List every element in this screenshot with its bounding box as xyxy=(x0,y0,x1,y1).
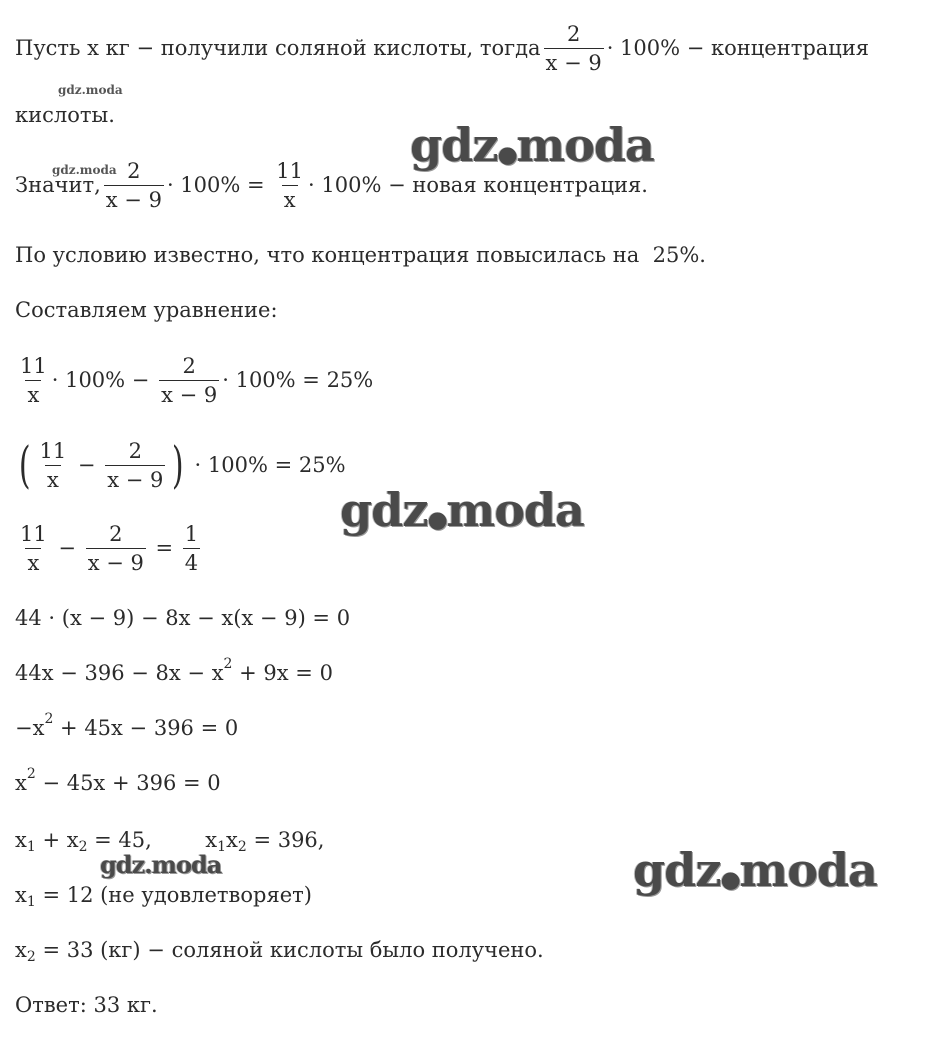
fraction xyxy=(159,354,219,407)
text: x xyxy=(15,938,27,962)
text: 2 xyxy=(109,521,123,546)
numerator xyxy=(180,354,197,380)
numerator xyxy=(183,522,200,548)
fraction xyxy=(86,522,146,575)
watermark-text: gdz xyxy=(633,843,721,897)
text: 2 xyxy=(128,438,142,463)
watermark-dot: ● xyxy=(720,866,740,894)
fraction xyxy=(18,354,49,407)
superscript: 2 xyxy=(44,711,54,727)
text: 11 xyxy=(39,438,67,463)
superscript: 2 xyxy=(223,656,233,672)
text: = 396, xyxy=(246,828,325,852)
text: − xyxy=(71,453,103,477)
numerator xyxy=(18,522,49,548)
superscript: 2 xyxy=(26,766,36,782)
text: = 33 (кг) − соляной кислоты было получено. xyxy=(35,938,544,962)
watermark-text: moda xyxy=(516,118,654,172)
text: · 100% − xyxy=(51,368,157,392)
text: · 100% = 25% xyxy=(187,453,346,477)
watermark-text: gdz.moda xyxy=(100,850,222,879)
solution-line xyxy=(15,275,278,345)
parenthesis: ( xyxy=(18,436,31,494)
watermark-logo xyxy=(633,843,877,897)
watermark-logo xyxy=(100,850,221,879)
text: 44x − 396 − 8x − x xyxy=(15,661,224,685)
solution-line xyxy=(15,13,869,83)
text: x xyxy=(27,382,40,407)
denominator xyxy=(183,548,200,575)
text: 11 xyxy=(276,158,304,183)
text: 1 xyxy=(184,521,199,546)
text: = 12 (не удовлетворяет) xyxy=(35,883,312,907)
numerator xyxy=(18,354,49,380)
watermark-text: gdz xyxy=(340,483,428,537)
watermark-logo xyxy=(410,118,654,172)
watermark-text: moda xyxy=(446,483,584,537)
denominator xyxy=(104,185,164,212)
text: x xyxy=(15,828,27,852)
subscript: 2 xyxy=(26,949,36,965)
text: + x xyxy=(35,828,79,852)
fraction xyxy=(38,439,69,492)
text: · 100% − новая концентрация. xyxy=(308,173,648,197)
text: x − 9 xyxy=(161,382,218,407)
parenthesis: ) xyxy=(172,436,184,494)
text: 2 xyxy=(566,21,581,46)
text: кислоты. xyxy=(15,103,115,127)
denominator xyxy=(86,548,146,575)
subscript: 2 xyxy=(78,839,88,855)
text: x − 9 xyxy=(107,467,164,492)
text: x xyxy=(27,550,40,575)
text: 11 xyxy=(20,521,47,546)
fraction xyxy=(18,522,49,575)
text: x − 9 xyxy=(105,187,162,212)
subscript: 2 xyxy=(237,839,247,855)
denominator xyxy=(25,380,41,407)
text: + 9x = 0 xyxy=(232,661,333,685)
text: 2 xyxy=(182,353,196,378)
denominator xyxy=(282,185,298,212)
text: 2 xyxy=(127,158,141,183)
watermark-small: gdz.moda xyxy=(52,163,117,177)
solution-line xyxy=(15,345,373,415)
subscript: 1 xyxy=(26,839,36,855)
numerator xyxy=(38,439,69,465)
text: Ответ: 33 кг. xyxy=(15,993,158,1017)
text: = 45, x xyxy=(87,828,218,852)
fraction xyxy=(544,22,604,75)
fraction xyxy=(274,159,305,212)
text: x xyxy=(283,187,296,212)
numerator xyxy=(127,439,144,465)
solution-line xyxy=(15,430,346,500)
text: x xyxy=(226,828,238,852)
text: 11 xyxy=(20,353,47,378)
text: Значит, xyxy=(15,173,101,197)
subscript: 1 xyxy=(26,894,36,910)
text: · 100% = xyxy=(166,173,272,197)
text: x xyxy=(15,771,27,795)
denominator xyxy=(105,465,165,492)
text: По условию известно, что концентрация повысилась на 25%. xyxy=(15,243,706,267)
solution-line xyxy=(15,970,158,1040)
denominator xyxy=(544,48,604,75)
text: x − 9 xyxy=(545,50,602,75)
text: · 100% − концентрация xyxy=(606,36,870,60)
denominator xyxy=(159,380,219,407)
text: Составляем уравнение: xyxy=(15,298,278,322)
text: − xyxy=(51,536,83,560)
text: 44 · (x − 9) − 8x − x(x − 9) = 0 xyxy=(15,606,351,630)
watermark-dot: ● xyxy=(427,506,447,534)
denominator xyxy=(25,548,41,575)
fraction xyxy=(105,439,165,492)
text: x − 9 xyxy=(87,550,144,575)
watermark-logo xyxy=(340,483,584,537)
text: x xyxy=(15,883,27,907)
subscript: 1 xyxy=(217,839,226,855)
text: = xyxy=(148,536,180,560)
numerator xyxy=(565,22,582,48)
denominator xyxy=(45,465,61,492)
numerator xyxy=(274,159,305,185)
numerator xyxy=(107,522,124,548)
numerator xyxy=(125,159,142,185)
text: · 100% = 25% xyxy=(222,368,374,392)
watermark-small: gdz.moda xyxy=(58,83,123,97)
fraction xyxy=(183,522,200,575)
watermark-text: gdz xyxy=(410,118,498,172)
watermark-text: moda xyxy=(739,843,877,897)
text: Пусть x кг − получили соляной кислоты, тогда xyxy=(15,36,541,60)
text: + 45x − 396 = 0 xyxy=(53,716,239,740)
watermark-dot: ● xyxy=(497,141,517,169)
text: 4 xyxy=(184,550,199,575)
text: x xyxy=(46,467,59,492)
text: − 45x + 396 = 0 xyxy=(35,771,221,795)
solution-line xyxy=(15,513,203,583)
text: −x xyxy=(15,716,45,740)
